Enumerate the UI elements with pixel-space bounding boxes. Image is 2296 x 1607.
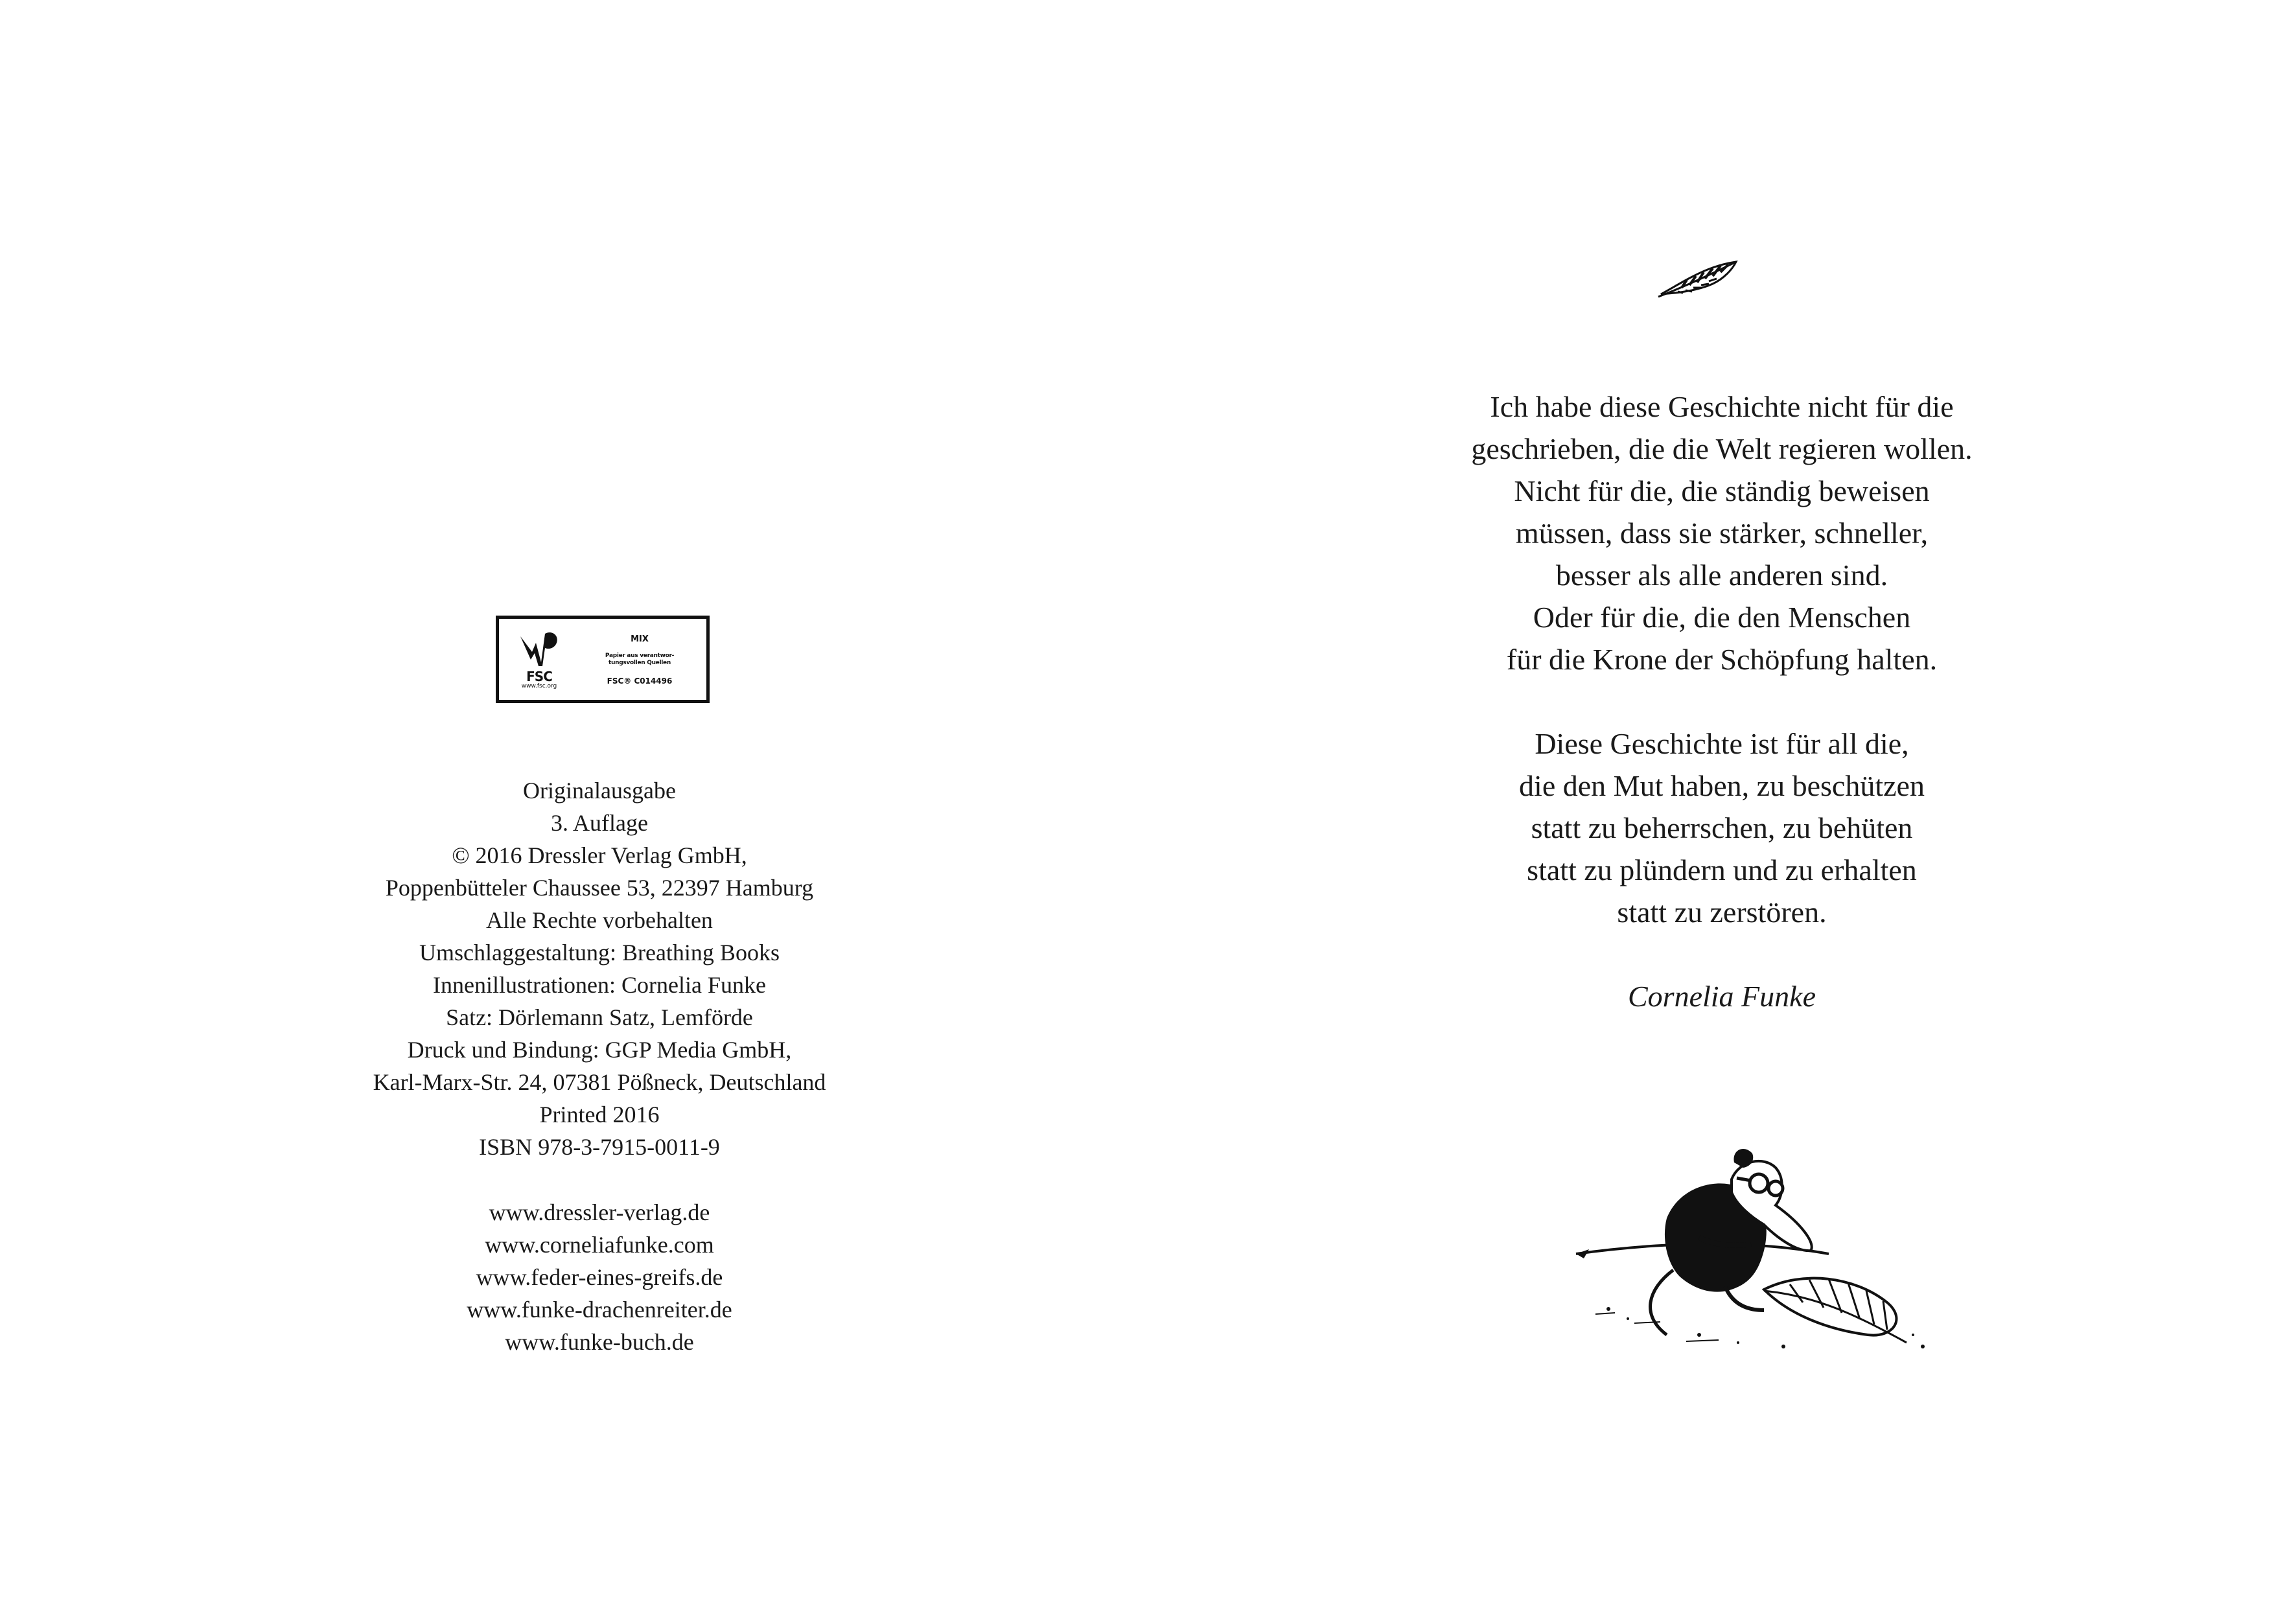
website-link[interactable]: www.feder-eines-greifs.de [476, 1264, 723, 1290]
imprint-line: Originalausgabe [523, 778, 676, 804]
fsc-description-2: tungsvollen Quellen [609, 659, 671, 666]
imprint-line: Satz: Dörlemann Satz, Lemförde [446, 1004, 753, 1030]
imprint-line: Umschlaggestaltung: Breathing Books [419, 940, 780, 965]
imprint-line: ISBN 978-3-7915-0011-9 [479, 1134, 720, 1160]
dedication-line: geschrieben, die die Welt regieren wollen. [1471, 432, 1973, 465]
website-link[interactable]: www.funke-buch.de [505, 1329, 694, 1355]
imprint [272, 774, 927, 1163]
fsc-mix: MIX [631, 634, 649, 644]
fsc-logo-text: FSC [526, 668, 552, 684]
imprint-line: Alle Rechte vorbehalten [486, 907, 713, 933]
dedication-paragraph-1 [1362, 386, 2081, 680]
author-signature: Cornelia Funke [1628, 980, 1816, 1013]
website-link[interactable]: www.dressler-verlag.de [489, 1199, 710, 1225]
dedication-line: Oder für die, die den Menschen [1533, 601, 1911, 634]
dedication-line: die den Mut haben, zu beschützen [1519, 769, 1925, 802]
imprint-line: © 2016 Dressler Verlag GmbH, [452, 842, 747, 868]
website-link[interactable]: www.corneliafunke.com [485, 1232, 714, 1258]
dedication-line: für die Krone der Schöpfung halten. [1506, 643, 1938, 676]
fsc-description-1: Papier aus verantwor- [605, 652, 675, 659]
fsc-text-block [572, 633, 699, 686]
imprint-line: Poppenbütteler Chaussee 53, 22397 Hamburg [385, 875, 814, 901]
fsc-logo [507, 624, 572, 695]
fsc-code: FSC® C014496 [607, 676, 673, 686]
dedication-line: Diese Geschichte ist für all die, [1535, 727, 1909, 760]
dedication-line: statt zu zerstören. [1617, 896, 1827, 929]
imprint-line: Printed 2016 [539, 1102, 660, 1127]
fsc-tree-icon [516, 630, 562, 670]
website-links [272, 1196, 927, 1358]
imprint-line: 3. Auflage [551, 810, 648, 836]
rat-riding-feather-illustration [1570, 1140, 1932, 1361]
dedication-line: statt zu plündern und zu erhalten [1527, 853, 1917, 886]
feather-icon [1656, 257, 1740, 302]
dedication-line: besser als alle anderen sind. [1555, 559, 1888, 592]
dedication-line: müssen, dass sie stärker, schneller, [1515, 516, 1929, 549]
imprint-line: Druck und Bindung: GGP Media GmbH, [407, 1037, 792, 1063]
imprint-line: Innenillustrationen: Cornelia Funke [433, 972, 766, 998]
dedication-paragraph-2 [1362, 723, 2081, 933]
dedication-line: statt zu beherrschen, zu behüten [1531, 811, 1913, 844]
dedication-line: Nicht für die, die ständig beweisen [1514, 474, 1930, 507]
website-link[interactable]: www.funke-drachenreiter.de [467, 1297, 732, 1323]
fsc-logo-url: www.fsc.org [521, 682, 557, 689]
dedication-line: Ich habe diese Geschichte nicht für die [1490, 390, 1954, 423]
right-page [1148, 0, 2296, 1607]
imprint-line: Karl-Marx-Str. 24, 07381 Pößneck, Deutschland [373, 1069, 826, 1095]
fsc-label [496, 616, 710, 703]
